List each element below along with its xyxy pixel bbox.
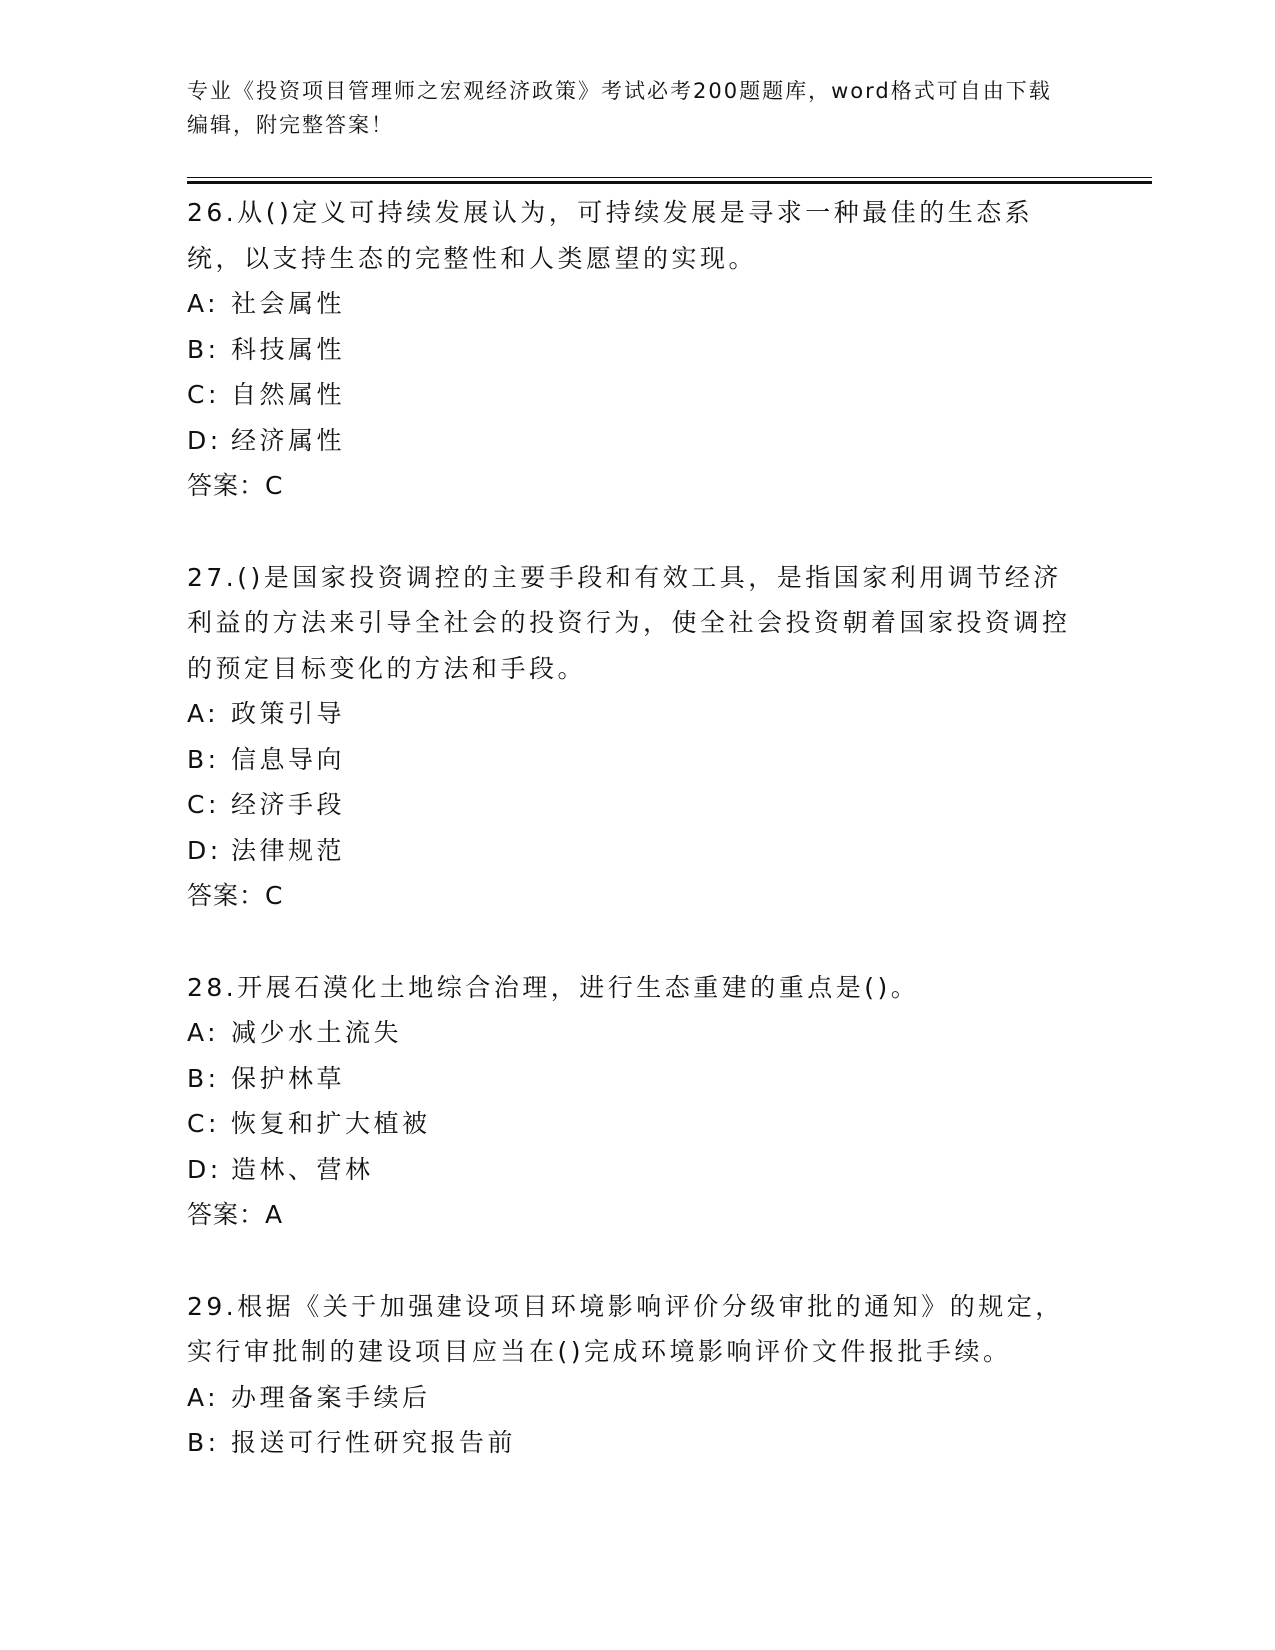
option-key: C: (187, 380, 220, 409)
option-a (187, 1375, 1087, 1421)
option-d (187, 418, 1087, 464)
option-text: 办理备案手续后 (231, 1382, 431, 1412)
question-stem: 26.从()定义可持续发展认为，可持续发展是寻求一种最佳的生态系统，以支持生态的完整性和人类愿望的实现。 (187, 198, 1034, 273)
option-key: D: (187, 1154, 222, 1184)
option-text: 法律规范 (231, 835, 346, 865)
answer-line: 答案：C (187, 881, 284, 910)
answer-line: 答案：C (187, 471, 284, 500)
option-b (187, 737, 1087, 783)
question-spacer (187, 919, 1087, 965)
question-26 (187, 190, 1087, 509)
question-spacer (187, 1238, 1087, 1284)
option-key: A: (187, 1382, 220, 1412)
option-text: 减少水土流失 (231, 1018, 403, 1047)
option-key: A: (187, 1018, 220, 1047)
option-c (187, 782, 1087, 828)
option-key: D: (187, 835, 222, 865)
option-b (187, 1056, 1087, 1102)
option-key: A: (187, 289, 220, 318)
option-key: C: (187, 790, 220, 819)
option-key: D: (187, 425, 222, 455)
option-key: B: (187, 334, 220, 364)
option-b (187, 1420, 1087, 1466)
answer-line: 答案：A (187, 1200, 284, 1229)
option-text: 恢复和扩大植被 (231, 1109, 431, 1138)
option-key: B: (187, 744, 220, 774)
question-stem: 28.开展石漠化土地综合治理，进行生态重建的重点是()。 (187, 972, 920, 1002)
option-text: 政策引导 (231, 699, 346, 728)
question-spacer (187, 509, 1087, 555)
question-stem: 27.()是国家投资调控的主要手段和有效工具，是指国家利用调节经济利益的方法来引导全社会的投资行为，使全社会投资朝着国家投资调控的预定目标变化的方法和手段。 (187, 562, 1071, 683)
question-list (187, 190, 1087, 1466)
header-divider-thick (187, 181, 1152, 184)
option-text: 报送可行性研究报告前 (231, 1428, 517, 1457)
option-text: 科技属性 (231, 334, 346, 364)
option-key: A: (187, 699, 220, 728)
option-text: 社会属性 (231, 289, 346, 318)
option-c (187, 372, 1087, 418)
option-key: B: (187, 1063, 220, 1093)
option-a (187, 1010, 1087, 1056)
question-29 (187, 1284, 1087, 1466)
option-text: 经济属性 (231, 425, 346, 455)
document-header: 专业《投资项目管理师之宏观经济政策》考试必考200题题库，word格式可自由下载编辑，附完整答案！ (187, 79, 1052, 137)
question-27 (187, 555, 1087, 919)
option-text: 信息导向 (231, 744, 346, 774)
option-text: 自然属性 (231, 380, 346, 409)
option-b (187, 327, 1087, 373)
option-key: C: (187, 1109, 220, 1138)
header-divider-thin (187, 177, 1152, 178)
option-text: 造林、营林 (231, 1154, 374, 1184)
question-28 (187, 965, 1087, 1238)
option-a (187, 281, 1087, 327)
option-d (187, 828, 1087, 874)
option-key: B: (187, 1428, 220, 1457)
question-stem: 29.根据《关于加强建设项目环境影响评价分级审批的通知》的规定，实行审批制的建设项目应当在()完成环境影响评价文件报批手续。 (187, 1291, 1064, 1366)
option-c (187, 1101, 1087, 1147)
option-text: 经济手段 (231, 790, 346, 819)
option-text: 保护林草 (231, 1063, 346, 1093)
option-a (187, 691, 1087, 737)
option-d (187, 1147, 1087, 1193)
